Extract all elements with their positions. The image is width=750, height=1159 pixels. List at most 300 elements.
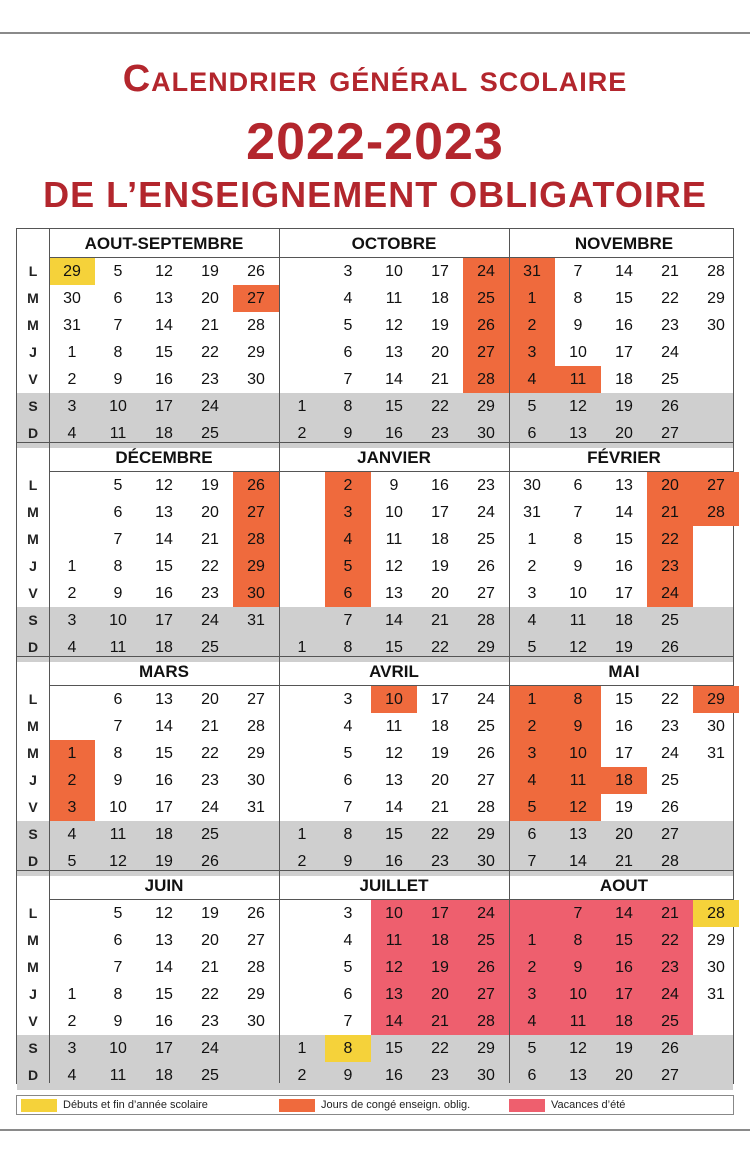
- day-cell: 22: [201, 986, 219, 1003]
- day-cell: 9: [343, 1067, 353, 1084]
- day-cell: 15: [385, 826, 403, 843]
- highlight-vacances: [509, 900, 555, 927]
- day-cell: 6: [343, 585, 353, 602]
- day-label: M: [27, 745, 39, 761]
- day-cell: 12: [569, 799, 587, 816]
- day-cell: 27: [477, 585, 495, 602]
- bottom-rule: [0, 1129, 750, 1131]
- day-cell: 25: [477, 290, 495, 307]
- day-cell: 17: [155, 612, 173, 629]
- day-cell: 11: [569, 1013, 587, 1030]
- day-label: L: [28, 905, 38, 921]
- day-label: J: [29, 558, 37, 574]
- day-cell: 3: [527, 986, 537, 1003]
- top-rule: [0, 32, 750, 34]
- day-cell: 22: [661, 691, 679, 708]
- title-line-1: Calendrier général scolaire: [122, 58, 628, 100]
- day-cell: 28: [247, 317, 265, 334]
- day-cell: 30: [247, 585, 265, 602]
- day-cell: 6: [113, 932, 123, 949]
- day-cell: 24: [661, 745, 679, 762]
- day-cell: 24: [201, 612, 219, 629]
- day-cell: 27: [247, 504, 265, 521]
- day-cell: 22: [431, 398, 449, 415]
- day-cell: 15: [385, 398, 403, 415]
- day-cell: 4: [527, 772, 537, 789]
- day-cell: 4: [343, 531, 353, 548]
- day-cell: 3: [527, 585, 537, 602]
- day-cell: 26: [661, 398, 679, 415]
- day-cell: 31: [247, 612, 265, 629]
- day-cell: 4: [527, 1013, 537, 1030]
- day-cell: 1: [297, 1040, 307, 1057]
- day-cell: 1: [67, 986, 77, 1003]
- day-cell: 7: [113, 531, 123, 548]
- day-cell: 10: [385, 905, 403, 922]
- day-cell: 8: [113, 745, 123, 762]
- day-cell: 18: [615, 772, 633, 789]
- day-cell: 29: [707, 932, 725, 949]
- day-label: M: [27, 317, 39, 333]
- day-cell: 3: [343, 905, 353, 922]
- day-cell: 23: [661, 317, 679, 334]
- day-cell: 14: [155, 317, 173, 334]
- day-cell: 24: [477, 691, 495, 708]
- day-cell: 21: [431, 612, 449, 629]
- day-cell: 18: [431, 531, 449, 548]
- day-cell: 26: [661, 799, 679, 816]
- day-cell: 21: [201, 531, 219, 548]
- day-cell: 1: [297, 639, 307, 656]
- day-cell: 13: [155, 932, 173, 949]
- day-cell: 21: [201, 718, 219, 735]
- day-cell: 27: [477, 986, 495, 1003]
- day-cell: 17: [431, 691, 449, 708]
- day-cell: 14: [385, 612, 403, 629]
- day-cell: 8: [573, 290, 583, 307]
- day-cell: 25: [661, 1013, 679, 1030]
- day-cell: 8: [573, 531, 583, 548]
- day-cell: 15: [615, 691, 633, 708]
- day-cell: 16: [385, 853, 403, 870]
- day-cell: 3: [343, 263, 353, 280]
- day-cell: 9: [113, 772, 123, 789]
- day-cell: 28: [661, 853, 679, 870]
- day-cell: 7: [343, 612, 353, 629]
- day-cell: 26: [477, 317, 495, 334]
- day-cell: 29: [477, 639, 495, 656]
- day-cell: 27: [477, 344, 495, 361]
- day-cell: 4: [527, 371, 537, 388]
- day-cell: 25: [201, 639, 219, 656]
- day-cell: 22: [201, 745, 219, 762]
- month-name: AVRIL: [369, 662, 419, 681]
- day-cell: 1: [527, 691, 537, 708]
- day-cell: 1: [67, 344, 77, 361]
- grid-line: [17, 442, 733, 443]
- day-cell: 6: [527, 826, 537, 843]
- day-label: J: [29, 772, 37, 788]
- day-cell: 16: [155, 371, 173, 388]
- day-cell: 26: [661, 1040, 679, 1057]
- legend: [16, 1095, 734, 1115]
- day-cell: 11: [569, 612, 587, 629]
- day-cell: 17: [615, 585, 633, 602]
- day-cell: 7: [573, 263, 583, 280]
- day-cell: 10: [109, 612, 127, 629]
- day-cell: 27: [247, 290, 265, 307]
- day-cell: 15: [155, 745, 173, 762]
- day-cell: 18: [615, 1013, 633, 1030]
- day-cell: 9: [343, 425, 353, 442]
- day-cell: 31: [523, 504, 541, 521]
- day-cell: 18: [155, 826, 173, 843]
- day-cell: 15: [155, 558, 173, 575]
- day-cell: 25: [661, 612, 679, 629]
- day-cell: 20: [201, 932, 219, 949]
- day-cell: 6: [113, 290, 123, 307]
- day-cell: 5: [343, 959, 353, 976]
- day-cell: 13: [615, 477, 633, 494]
- day-cell: 9: [573, 959, 583, 976]
- day-cell: 30: [707, 718, 725, 735]
- day-cell: 29: [247, 344, 265, 361]
- day-cell: 19: [155, 853, 173, 870]
- day-cell: 11: [569, 772, 587, 789]
- day-cell: 30: [707, 959, 725, 976]
- day-cell: 7: [343, 371, 353, 388]
- day-cell: 19: [201, 905, 219, 922]
- day-cell: 2: [67, 1013, 77, 1030]
- day-cell: 11: [385, 290, 403, 307]
- day-cell: 11: [385, 718, 403, 735]
- day-cell: 27: [247, 691, 265, 708]
- day-cell: 26: [661, 639, 679, 656]
- day-label: D: [27, 639, 39, 655]
- day-cell: 25: [661, 371, 679, 388]
- day-cell: 20: [615, 1067, 633, 1084]
- grid-line: [49, 471, 733, 472]
- day-cell: 19: [615, 398, 633, 415]
- day-cell: 4: [67, 826, 77, 843]
- day-cell: 19: [615, 639, 633, 656]
- day-cell: 14: [155, 531, 173, 548]
- day-cell: 8: [573, 691, 583, 708]
- day-cell: 31: [707, 745, 725, 762]
- month-name: FÉVRIER: [587, 448, 661, 467]
- day-cell: 13: [155, 290, 173, 307]
- day-cell: 24: [201, 799, 219, 816]
- day-cell: 29: [707, 290, 725, 307]
- day-cell: 6: [113, 504, 123, 521]
- day-cell: 21: [201, 959, 219, 976]
- day-cell: 18: [155, 639, 173, 656]
- day-cell: 14: [615, 905, 633, 922]
- day-cell: 29: [247, 558, 265, 575]
- day-cell: 10: [385, 263, 403, 280]
- legend-swatch-conge: [279, 1099, 315, 1112]
- day-cell: 26: [477, 558, 495, 575]
- day-cell: 1: [527, 531, 537, 548]
- day-cell: 14: [385, 1013, 403, 1030]
- day-cell: 16: [615, 558, 633, 575]
- day-cell: 28: [477, 371, 495, 388]
- day-cell: 17: [615, 344, 633, 361]
- day-cell: 28: [247, 718, 265, 735]
- grid-line: [49, 257, 733, 258]
- day-cell: 25: [201, 425, 219, 442]
- legend-label-conge: Jours de congé enseign. oblig.: [321, 1099, 471, 1111]
- day-cell: 13: [385, 585, 403, 602]
- day-cell: 27: [661, 826, 679, 843]
- day-cell: 23: [431, 425, 449, 442]
- day-cell: 15: [155, 344, 173, 361]
- day-cell: 6: [113, 691, 123, 708]
- day-cell: 13: [569, 425, 587, 442]
- day-cell: 30: [477, 1067, 495, 1084]
- day-cell: 18: [431, 718, 449, 735]
- day-cell: 19: [201, 477, 219, 494]
- day-cell: 8: [343, 1040, 353, 1057]
- day-cell: 14: [615, 263, 633, 280]
- day-cell: 3: [527, 745, 537, 762]
- day-cell: 14: [155, 718, 173, 735]
- day-cell: 2: [297, 853, 307, 870]
- day-cell: 1: [297, 398, 307, 415]
- day-cell: 26: [247, 263, 265, 280]
- day-cell: 29: [247, 745, 265, 762]
- day-cell: 28: [247, 531, 265, 548]
- day-cell: 29: [247, 986, 265, 1003]
- day-cell: 14: [569, 853, 587, 870]
- day-cell: 22: [431, 826, 449, 843]
- title-line-3: DE L’ENSEIGNEMENT OBLIGATOIRE: [43, 174, 707, 215]
- day-cell: 9: [113, 1013, 123, 1030]
- day-cell: 11: [385, 932, 403, 949]
- day-cell: 22: [201, 558, 219, 575]
- day-cell: 14: [385, 799, 403, 816]
- day-cell: 6: [527, 425, 537, 442]
- day-cell: 10: [109, 799, 127, 816]
- day-cell: 28: [247, 959, 265, 976]
- day-cell: 1: [527, 932, 537, 949]
- day-cell: 1: [527, 290, 537, 307]
- day-cell: 29: [477, 1040, 495, 1057]
- day-cell: 24: [661, 585, 679, 602]
- grid-line: [49, 685, 733, 686]
- day-cell: 26: [477, 745, 495, 762]
- day-cell: 17: [431, 504, 449, 521]
- day-cell: 17: [431, 905, 449, 922]
- day-cell: 4: [67, 1067, 77, 1084]
- day-cell: 29: [63, 263, 81, 280]
- day-cell: 30: [477, 853, 495, 870]
- day-cell: 7: [527, 853, 537, 870]
- day-cell: 26: [477, 959, 495, 976]
- grid-line: [17, 656, 733, 657]
- day-cell: 22: [661, 932, 679, 949]
- day-cell: 5: [527, 398, 537, 415]
- day-cell: 19: [431, 745, 449, 762]
- day-cell: 25: [661, 772, 679, 789]
- day-cell: 10: [569, 344, 587, 361]
- day-cell: 3: [67, 799, 77, 816]
- day-cell: 16: [155, 772, 173, 789]
- day-cell: 28: [707, 504, 725, 521]
- day-cell: 24: [661, 986, 679, 1003]
- day-cell: 25: [477, 718, 495, 735]
- day-cell: 23: [431, 853, 449, 870]
- day-cell: 15: [385, 639, 403, 656]
- month-name: MAI: [608, 662, 640, 681]
- legend-label-vacances: Vacances d’été: [551, 1099, 626, 1111]
- day-cell: 5: [343, 558, 353, 575]
- day-cell: 13: [569, 826, 587, 843]
- day-cell: 24: [477, 263, 495, 280]
- day-cell: 3: [67, 612, 77, 629]
- day-cell: 4: [527, 612, 537, 629]
- day-cell: 18: [431, 290, 449, 307]
- day-cell: 13: [385, 772, 403, 789]
- day-cell: 20: [201, 691, 219, 708]
- day-label: M: [27, 290, 39, 306]
- day-label: D: [27, 853, 39, 869]
- day-cell: 10: [109, 1040, 127, 1057]
- day-cell: 16: [615, 317, 633, 334]
- day-cell: 5: [343, 745, 353, 762]
- day-cell: 11: [109, 425, 127, 442]
- day-cell: 28: [477, 1013, 495, 1030]
- day-cell: 12: [385, 558, 403, 575]
- day-cell: 30: [707, 317, 725, 334]
- day-cell: 2: [297, 425, 307, 442]
- day-cell: 22: [431, 1040, 449, 1057]
- day-cell: 5: [343, 317, 353, 334]
- day-cell: 16: [155, 1013, 173, 1030]
- day-cell: 26: [247, 905, 265, 922]
- day-label: S: [28, 612, 38, 628]
- day-cell: 15: [155, 986, 173, 1003]
- day-cell: 17: [431, 263, 449, 280]
- day-cell: 24: [661, 344, 679, 361]
- day-cell: 15: [615, 932, 633, 949]
- day-cell: 8: [113, 344, 123, 361]
- day-cell: 13: [569, 1067, 587, 1084]
- day-label: V: [28, 799, 38, 815]
- day-cell: 3: [343, 691, 353, 708]
- day-cell: 5: [113, 263, 123, 280]
- day-cell: 10: [569, 986, 587, 1003]
- day-cell: 12: [155, 477, 173, 494]
- day-cell: 2: [67, 585, 77, 602]
- day-cell: 18: [615, 371, 633, 388]
- day-cell: 27: [661, 1067, 679, 1084]
- day-cell: 10: [109, 398, 127, 415]
- month-name: AOUT-SEPTEMBRE: [84, 234, 244, 253]
- day-cell: 27: [661, 425, 679, 442]
- day-cell: 2: [67, 371, 77, 388]
- day-cell: 8: [343, 639, 353, 656]
- day-label: J: [29, 986, 37, 1002]
- day-cell: 20: [615, 425, 633, 442]
- day-cell: 7: [113, 959, 123, 976]
- day-cell: 1: [67, 745, 77, 762]
- day-cell: 29: [477, 826, 495, 843]
- day-label: D: [27, 1067, 39, 1083]
- day-cell: 10: [569, 745, 587, 762]
- day-cell: 23: [661, 718, 679, 735]
- month-name: OCTOBRE: [351, 234, 437, 253]
- day-cell: 29: [477, 398, 495, 415]
- day-cell: 3: [67, 398, 77, 415]
- day-cell: 22: [661, 290, 679, 307]
- day-cell: 4: [67, 425, 77, 442]
- month-name: JUIN: [144, 876, 184, 895]
- day-cell: 24: [201, 1040, 219, 1057]
- day-cell: 23: [477, 477, 495, 494]
- day-cell: 7: [113, 317, 123, 334]
- day-cell: 16: [155, 585, 173, 602]
- day-cell: 2: [527, 558, 537, 575]
- day-cell: 14: [385, 371, 403, 388]
- day-cell: 9: [573, 317, 583, 334]
- day-label: S: [28, 826, 38, 842]
- day-cell: 10: [569, 585, 587, 602]
- day-cell: 8: [113, 558, 123, 575]
- day-label: M: [27, 531, 39, 547]
- month-name: MARS: [138, 662, 190, 681]
- day-cell: 27: [247, 932, 265, 949]
- day-cell: 1: [67, 558, 77, 575]
- day-cell: 17: [615, 986, 633, 1003]
- legend-swatch-start-end: [21, 1099, 57, 1112]
- day-cell: 1: [297, 826, 307, 843]
- day-cell: 9: [343, 853, 353, 870]
- day-label: L: [28, 691, 38, 707]
- day-cell: 12: [155, 263, 173, 280]
- day-cell: 21: [615, 853, 633, 870]
- day-cell: 25: [201, 1067, 219, 1084]
- day-cell: 20: [431, 772, 449, 789]
- day-cell: 21: [431, 799, 449, 816]
- day-cell: 24: [477, 905, 495, 922]
- day-cell: 21: [661, 504, 679, 521]
- day-label: S: [28, 398, 38, 414]
- day-cell: 31: [63, 317, 81, 334]
- day-cell: 6: [343, 986, 353, 1003]
- grid-line: [49, 899, 733, 900]
- day-cell: 23: [661, 558, 679, 575]
- day-cell: 5: [527, 1040, 537, 1057]
- day-cell: 6: [527, 1067, 537, 1084]
- day-label: V: [28, 585, 38, 601]
- day-cell: 9: [113, 585, 123, 602]
- day-label: V: [28, 1013, 38, 1029]
- title-year: 2022-2023: [246, 113, 504, 171]
- day-cell: 13: [155, 691, 173, 708]
- day-cell: 25: [477, 531, 495, 548]
- day-cell: 18: [155, 1067, 173, 1084]
- day-cell: 19: [201, 263, 219, 280]
- day-cell: 7: [113, 718, 123, 735]
- month-name: JUILLET: [359, 876, 429, 895]
- day-cell: 23: [201, 585, 219, 602]
- day-cell: 4: [67, 639, 77, 656]
- day-cell: 24: [201, 398, 219, 415]
- day-cell: 25: [201, 826, 219, 843]
- day-cell: 30: [63, 290, 81, 307]
- month-name: AOUT: [599, 876, 649, 895]
